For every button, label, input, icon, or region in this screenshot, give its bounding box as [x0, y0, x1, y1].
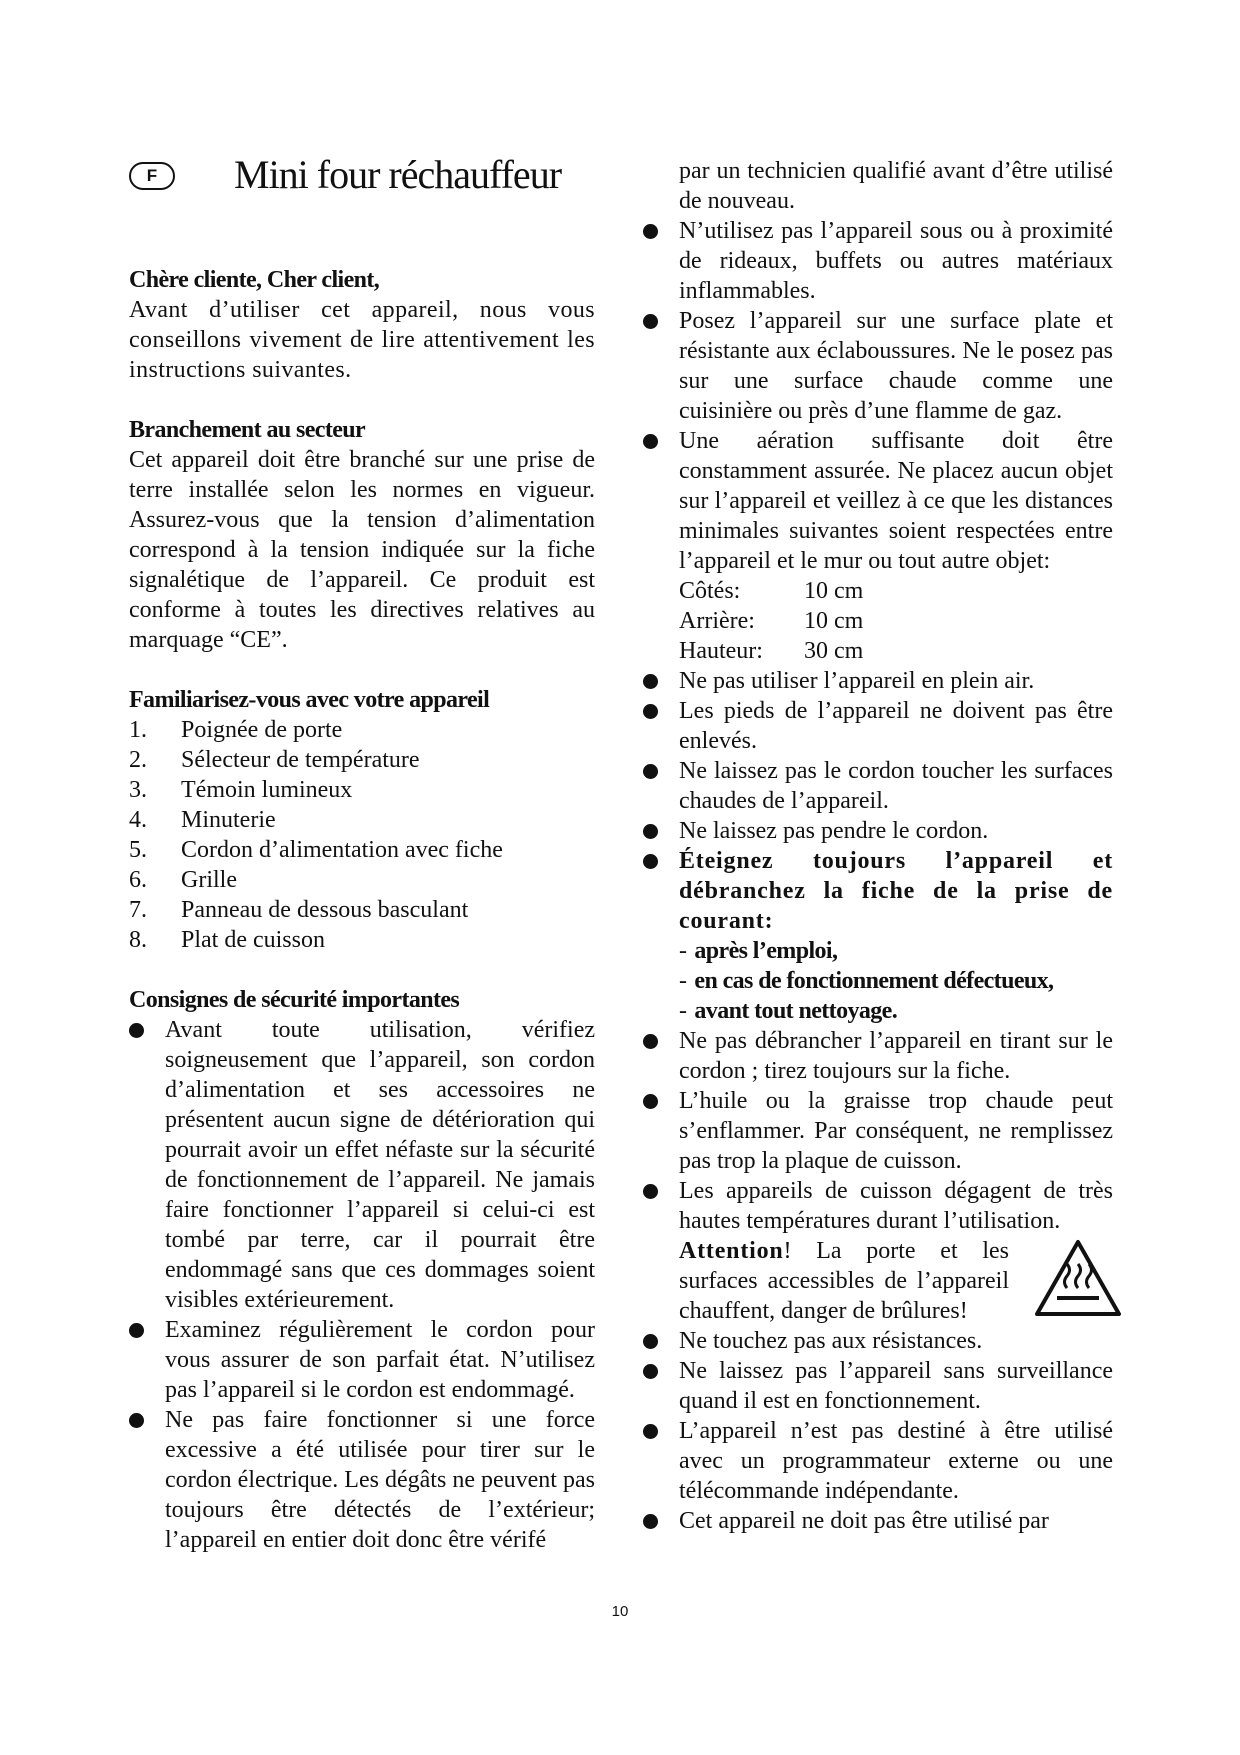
bullet-icon — [643, 1184, 658, 1199]
list-item: Ne laissez pas pendre le cordon. — [643, 816, 1113, 846]
mains-heading: Branchement au secteur — [129, 417, 366, 443]
bullet-icon — [643, 704, 658, 719]
right-column — [643, 156, 1113, 1536]
list-item: Posez l’appareil sur une surface plate et résistante aux éclaboussures. Ne le posez pas sur une surface chaude comme une cuisinière ou près d’une flamme de gaz. — [643, 306, 1113, 426]
list-item: Les appareils de cuisson dégagent de très hautes températures durant l’utilisation. Attention! La porte et les surfaces accessibles de l’appareil chauffent, danger de brûlures! — [643, 1176, 1113, 1326]
page-number: 10 — [611, 1603, 629, 1620]
list-item: Éteignez toujours l’appareil et débranchez la fiche de la prise de courant: - après l’emploi, - en cas de fonctionnement défectueux, - avant tout nettoyage. — [643, 846, 1113, 1026]
mains-paragraph: Cet appareil doit être branché sur une prise de terre installée selon les normes en vigueur. Assurez-vous que la tension d’alimentation correspond à la tension indiquée sur la fiche signalétique de l’appareil. Ce produit est conforme à toutes les directives relatives au marquage “CE”. — [129, 447, 595, 653]
list-item: Ne pas débrancher l’appareil en tirant sur le cordon ; tirez toujours sur la fiche. — [643, 1026, 1113, 1086]
list-item: 4. Minuterie — [129, 807, 276, 833]
unplug-case: - avant tout nettoyage. — [679, 998, 898, 1024]
unplug-case: - après l’emploi, — [679, 938, 838, 964]
continuation-paragraph: par un technicien qualifié avant d’être utilisé de nouveau. — [679, 158, 1113, 214]
list-item: Cet appareil ne doit pas être utilisé par — [643, 1506, 1113, 1536]
list-item: 1. Poignée de porte — [129, 717, 343, 743]
list-item: Avant toute utilisation, vérifiez soigneusement que l’appareil, son cordon d’alimentation et ses accessoires ne présentent aucun signe de détérioration qui pourrait avoir un effet néfaste sur la sécurité de fonctionnement de l’appareil. Ne jamais faire fonctionner l’appareil si celui-ci est tombé par terre, car il pourrait être endommagé sans que ces dommages soient visibles extérieurement. — [129, 1015, 595, 1315]
attention-note: Attention! La porte et les surfaces accessibles de l’appareil chauffent, danger de brûlures! — [679, 1236, 1113, 1326]
list-item: Ne pas utiliser l’appareil en plein air. — [643, 666, 1113, 696]
intro-paragraph: Avant d’utiliser cet appareil, nous vous conseillons vivement de lire attentivement les instructions suivantes. — [129, 297, 595, 383]
bullet-icon — [643, 1424, 658, 1439]
list-item: N’utilisez pas l’appareil sous ou à proximité de rideaux, buffets ou autres matériaux inflammables. — [643, 216, 1113, 306]
bullet-icon — [643, 224, 658, 239]
safety-list-continued — [643, 216, 1113, 1536]
parts-heading: Familiarisez-vous avec votre appareil — [129, 687, 490, 713]
parts-list — [129, 715, 595, 955]
list-item: Examinez régulièrement le cordon pour vous assurer de son parfait état. N’utilisez pas l’appareil si le cordon est endommagé. — [129, 1315, 595, 1405]
bullet-icon — [643, 314, 658, 329]
bullet-icon — [643, 1034, 658, 1049]
greeting-heading: Chère cliente, Cher client, — [129, 267, 380, 293]
bullet-icon — [643, 1094, 658, 1109]
safety-heading: Consignes de sécurité importantes — [129, 987, 460, 1013]
list-item: 6. Grille — [129, 867, 237, 893]
list-item: Ne touchez pas aux résistances. — [643, 1326, 1113, 1356]
list-item: Ne pas faire fonctionner si une force excessive a été utilisée pour tirer sur le cordon électrique. Les dégâts ne peuvent pas toujours être détectés de l’extérieur; l’appareil en entier doit donc être vérifé — [129, 1405, 595, 1555]
left-column — [129, 265, 595, 1555]
list-item: Une aération suffisante doit être constamment assurée. Ne placez aucun objet sur l’appareil et veillez à ce que les distances minimales suivantes soient respectées entre l’appareil et le mur ou tout autre objet: Côtés: 10 cm Arrière: 10 cm Hauteur: 30 cm — [643, 426, 1113, 666]
bullet-icon — [129, 1413, 144, 1428]
bullet-icon — [643, 674, 658, 689]
list-item: Ne laissez pas l’appareil sans surveillance quand il est en fonctionnement. — [643, 1356, 1113, 1416]
hot-surface-warning-icon — [1033, 1238, 1123, 1318]
bullet-icon — [643, 824, 658, 839]
list-item: 5. Cordon d’alimentation avec fiche — [129, 837, 503, 863]
bullet-icon — [643, 1334, 658, 1349]
page-title: Mini four réchauffeur — [234, 152, 562, 197]
language-badge: F — [129, 162, 175, 190]
bullet-icon — [129, 1323, 144, 1338]
bullet-icon — [643, 1514, 658, 1529]
list-item: L’appareil n’est pas destiné à être utilisé avec un programmateur externe ou une télécommande indépendante. — [643, 1416, 1113, 1506]
list-item: Les pieds de l’appareil ne doivent pas être enlevés. — [643, 696, 1113, 756]
bullet-icon — [643, 854, 658, 869]
distance-table: Côtés: 10 cm Arrière: 10 cm Hauteur: 30 cm — [679, 578, 864, 664]
list-item: L’huile ou la graisse trop chaude peut s’enflammer. Par conséquent, ne remplissez pas trop la plaque de cuisson. — [643, 1086, 1113, 1176]
bullet-icon — [643, 1364, 658, 1379]
safety-list — [129, 1015, 595, 1555]
unplug-case: - en cas de fonctionnement défectueux, — [679, 968, 1054, 994]
list-item: 8. Plat de cuisson — [129, 927, 325, 953]
list-item: 2. Sélecteur de température — [129, 747, 420, 773]
bullet-icon — [129, 1023, 144, 1038]
bullet-icon — [643, 764, 658, 779]
bullet-icon — [643, 434, 658, 449]
list-item: 3. Témoin lumineux — [129, 777, 353, 803]
list-item: 7. Panneau de dessous basculant — [129, 897, 469, 923]
list-item: Ne laissez pas le cordon toucher les surfaces chaudes de l’appareil. — [643, 756, 1113, 816]
